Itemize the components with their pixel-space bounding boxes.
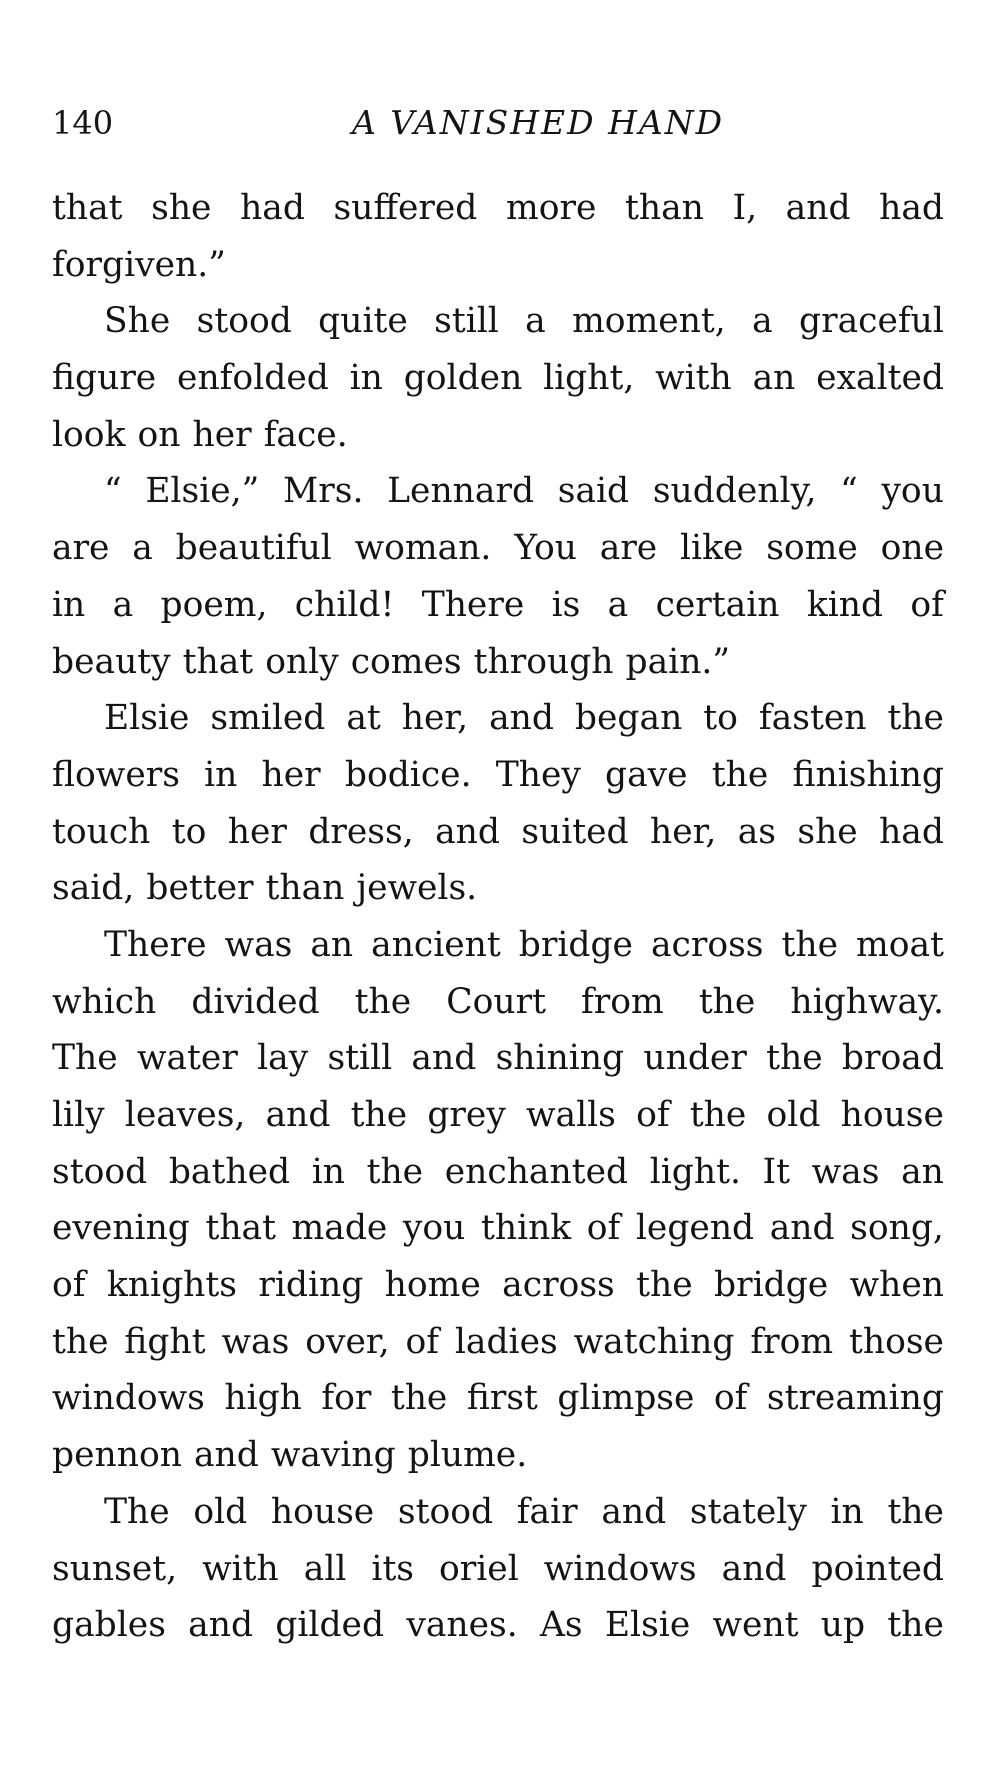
text-line: “ Elsie,” Mrs. Lennard said suddenly, “ you: [104, 471, 944, 512]
text-line: figure enfolded in golden light, with an exalted: [52, 358, 944, 399]
text-line: look on her face.: [52, 414, 348, 455]
text-line: gables and gilded vanes. As Elsie went up the: [52, 1605, 944, 1646]
text-line: forgiven.”: [52, 244, 226, 285]
text-line: which divided the Court from the highway.: [52, 981, 944, 1022]
text-line: said, better than jewels.: [52, 868, 478, 909]
text-line: lily leaves, and the grey walls of the old house: [52, 1095, 944, 1135]
page-header: [52, 98, 944, 148]
text-line: The old house stood fair and stately in the: [104, 1491, 944, 1532]
running-title: A VANISHED HAND: [352, 103, 725, 142]
text-line: windows high for the first glimpse of streaming: [52, 1378, 944, 1419]
paragraph: [52, 293, 944, 463]
paragraph: [52, 690, 944, 917]
text-line: in a poem, child! There is a certain kind of: [52, 584, 944, 625]
text-line: sunset, with all its oriel windows and pointed: [52, 1548, 944, 1589]
paragraph: [52, 463, 944, 690]
text-line: She stood quite still a moment, a graceful: [104, 301, 944, 342]
text-line: touch to her dress, and suited her, as she had: [52, 811, 944, 852]
text-line: are a beautiful woman. You are like some one: [52, 528, 944, 569]
text-line: There was an ancient bridge across the moat: [104, 924, 944, 965]
text-line: of knights riding home across the bridge when: [52, 1265, 944, 1306]
page-number: 140: [52, 104, 114, 142]
paragraph: [52, 917, 944, 1484]
text-line: that she had suffered more than I, and had: [52, 188, 944, 228]
text-line: flowers in her bodice. They gave the finishing: [52, 754, 944, 795]
text-line: Elsie smiled at her, and began to fasten the: [104, 698, 944, 739]
paragraph: [52, 1484, 944, 1654]
text-line: the fight was over, of ladies watching from those: [52, 1321, 944, 1362]
text-line: stood bathed in the enchanted light. It was an: [52, 1151, 944, 1192]
paragraph: [52, 180, 944, 293]
body-text: [52, 180, 944, 1654]
text-line: evening that made you think of legend and song,: [52, 1208, 944, 1249]
text-line: beauty that only comes through pain.”: [52, 641, 731, 682]
text-line: pennon and waving plume.: [52, 1435, 528, 1476]
text-line: The water lay still and shining under the broad: [52, 1038, 944, 1079]
